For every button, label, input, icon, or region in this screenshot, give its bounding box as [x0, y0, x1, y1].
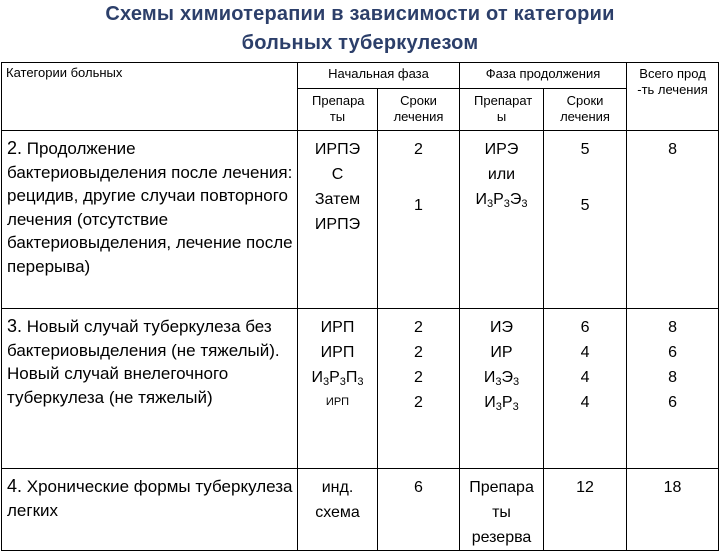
category-4-cell: [2, 469, 298, 551]
term-entry: 6: [414, 479, 423, 496]
category-4-number: 4.: [7, 476, 23, 496]
term-entry: 1: [414, 197, 423, 214]
term-entry: 4: [580, 369, 590, 386]
drug-entry-formula: $И_3Э_3$: [483, 369, 520, 388]
category-3-text: Новый случай туберкулеза без бактериовыделения (не тяжелый). Новый случай внелегочного туберкулеза (не тяжелый): [7, 317, 280, 407]
term-entry: 5: [580, 141, 590, 158]
term-entry: 2: [414, 141, 423, 158]
term-entry: 2: [414, 394, 423, 411]
row4-drugs-initial: [298, 469, 378, 551]
drug-entry: ИРПЭ: [314, 216, 361, 233]
category-4-text: Хронические формы туберкулеза легких: [7, 477, 293, 520]
term-spacer: [544, 162, 626, 187]
header-category: Категории больных: [2, 63, 298, 131]
row3-terms-continuation: [544, 309, 627, 469]
category-2-cell: [2, 131, 298, 309]
drug-entry: ИРП: [320, 319, 355, 336]
drug-entry: ИРП: [320, 344, 355, 361]
total-entry: 8: [668, 141, 677, 158]
drug-entry: инд.: [321, 479, 354, 496]
row3-drugs-continuation: [460, 309, 544, 469]
header-continuation-phase: Фаза продолжения: [460, 63, 627, 89]
row2-total: [627, 131, 719, 309]
chemotherapy-table: [1, 62, 719, 551]
slide-title: [0, 0, 720, 58]
row2-terms-continuation: [544, 131, 627, 309]
drug-entry: Затем: [314, 191, 361, 208]
row3-terms-initial: [378, 309, 460, 469]
term-entry: 4: [580, 344, 590, 361]
header-drugs-continuation: Препарат ы: [460, 89, 544, 131]
total-entry: 6: [668, 394, 677, 411]
header-total-duration: Всего прод -ть лечения: [627, 63, 719, 131]
row4-terms-continuation: [544, 469, 627, 551]
term-entry: 5: [580, 197, 590, 214]
term-entry: 2: [414, 344, 423, 361]
total-entry: 8: [668, 319, 677, 336]
row4-terms-initial: [378, 469, 460, 551]
category-3-number: 3.: [7, 316, 23, 336]
drug-entry: ИРП: [325, 396, 350, 408]
drug-entry-formula: $И_3Р_3$: [484, 394, 519, 413]
drug-entry: ИРЭ: [484, 141, 519, 158]
header-terms-continuation: Сроки лечения: [544, 89, 627, 131]
drug-entry: Препара: [469, 479, 534, 496]
total-entry: 6: [668, 344, 677, 361]
category-3-cell: [2, 309, 298, 469]
category-2-text: Продолжение бактериовыделения после лечения: рецидив, другие случаи повторного лечения (отсутствие бактериовыделения, лечение после перерыва): [7, 139, 293, 276]
header-terms-initial: Сроки лечения: [378, 89, 460, 131]
drug-entry: резерва: [471, 529, 532, 546]
term-entry: 6: [580, 319, 590, 336]
drug-entry: или: [487, 166, 516, 183]
header-drugs-initial: Препара ты: [298, 89, 378, 131]
category-2-number: 2.: [7, 138, 23, 158]
row2-drugs-continuation: [460, 131, 544, 309]
title-line-1: Схемы химиотерапии в зависимости от категории: [105, 3, 615, 25]
drug-entry: ИРПЭ: [314, 141, 361, 158]
row3-drugs-initial: [298, 309, 378, 469]
drug-entry: ИР: [490, 344, 513, 361]
drug-entry: С: [331, 166, 344, 183]
term-entry: 2: [414, 319, 423, 336]
row3-total: [627, 309, 719, 469]
term-entry: 4: [580, 394, 590, 411]
total-entry: 18: [663, 479, 682, 496]
term-entry: 12: [576, 479, 594, 496]
row4-total: [627, 469, 719, 551]
term-entry: 2: [414, 369, 423, 386]
drug-entry-formula: $И_3Р_3П_3$: [311, 369, 364, 388]
title-line-2: больных туберкулезом: [241, 32, 479, 54]
row2-drugs-initial: [298, 131, 378, 309]
drug-entry: ты: [492, 504, 511, 521]
drug-entry-formula: $И_3Р_3Э_3$: [475, 191, 528, 210]
row2-terms-initial: [378, 131, 460, 309]
total-entry: 8: [668, 369, 677, 386]
term-spacer: [378, 162, 459, 187]
drug-entry: схема: [315, 504, 360, 521]
row4-drugs-continuation: [460, 469, 544, 551]
drug-entry: ИЭ: [490, 319, 514, 336]
header-initial-phase: Начальная фаза: [298, 63, 460, 89]
